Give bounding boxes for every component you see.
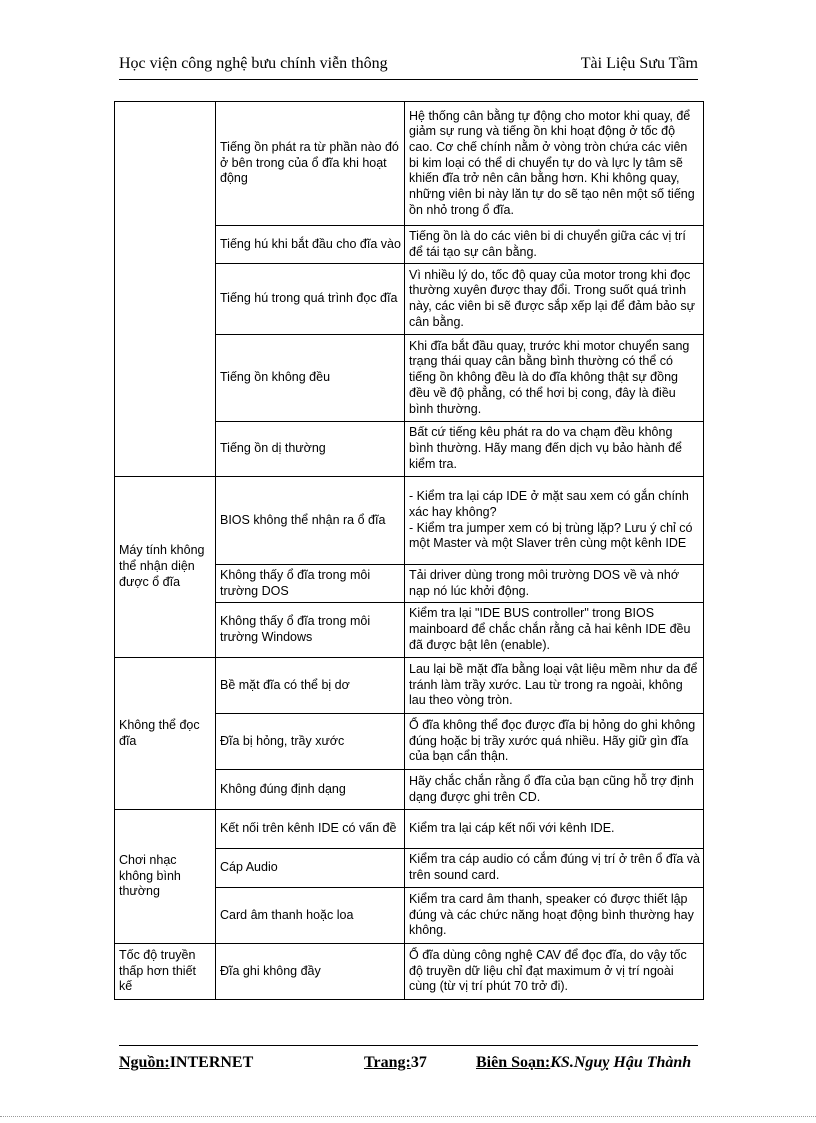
symptom-cell: Tiếng ồn không đều: [216, 335, 405, 422]
solution-cell: Khi đĩa bắt đầu quay, trước khi motor chuyển sang trạng thái quay cân bằng bình thường có thể có tiếng ồn không đều là do đĩa không thật sự đồng đều về độ phẳng, có thể hơi bị cong, đây là điều bình thường.: [405, 335, 704, 422]
table-row: [115, 477, 704, 565]
solution-cell: Kiểm tra cáp audio có cắm đúng vị trí ở trên ổ đĩa và trên sound card.: [405, 849, 704, 888]
footer-page-label: Trang:: [364, 1054, 411, 1071]
solution-cell: Ổ đĩa không thể đọc được đĩa bị hỏng do ghi không đúng hoặc bị trầy xước quá nhiều. Hãy giữ gìn đĩa của bạn cẩn thận.: [405, 714, 704, 770]
symptom-cell: Kết nối trên kênh IDE có vấn đề: [216, 810, 405, 849]
solution-cell: - Kiểm tra lại cáp IDE ở mặt sau xem có gắn chính xác hay không? - Kiểm tra jumper xem có bị trùng lặp? Lưu ý chỉ có một Master và một Slaver trên cùng một kênh IDE: [405, 477, 704, 565]
symptom-cell: Đĩa bị hỏng, trầy xước: [216, 714, 405, 770]
symptom-cell: Không thấy ổ đĩa trong môi trường Windows: [216, 603, 405, 658]
category-cell: Chơi nhạc không bình thường: [115, 810, 216, 944]
symptom-cell: Tiếng hú khi bắt đầu cho đĩa vào: [216, 226, 405, 264]
category-cell: Tốc độ truyền thấp hơn thiết kế: [115, 944, 216, 1000]
symptom-cell: Tiếng ồn phát ra từ phần nào đó ở bên trong của ổ đĩa khi hoạt động: [216, 102, 405, 226]
symptom-cell: Không đúng định dạng: [216, 770, 405, 810]
solution-cell: Ổ đĩa dùng công nghệ CAV để đọc đĩa, do vậy tốc độ truyền dữ liệu chỉ đạt maximum ở vị trí ngoài cùng (từ vị trí phút 70 trở đi).: [405, 944, 704, 1000]
footer-author: [476, 1054, 691, 1072]
category-cell: Máy tính không thể nhận diện được ổ đĩa: [115, 477, 216, 658]
table-row: [115, 810, 704, 849]
footer-source-label: Nguồn:: [119, 1054, 170, 1071]
footer-source: [119, 1054, 253, 1072]
footer-divider: [119, 1045, 698, 1046]
symptom-cell: Card âm thanh hoặc loa: [216, 888, 405, 944]
page-bottom-border: [0, 1116, 816, 1117]
symptom-cell: Bề mặt đĩa có thể bị dơ: [216, 658, 405, 714]
symptom-cell: Tiếng ồn dị thường: [216, 422, 405, 477]
category-cell: Không thể đọc đĩa: [115, 658, 216, 810]
symptom-cell: BIOS không thể nhận ra ổ đĩa: [216, 477, 405, 565]
table-row: [115, 944, 704, 1000]
table-row: [115, 102, 704, 226]
solution-cell: Bất cứ tiếng kêu phát ra do va chạm đều không bình thường. Hãy mang đến dịch vụ bảo hành để kiểm tra.: [405, 422, 704, 477]
table-row: [115, 658, 704, 714]
solution-cell: Kiểm tra lại "IDE BUS controller" trong BIOS mainboard để chắc chắn rằng cả hai kênh IDE đều đã được bật lên (enable).: [405, 603, 704, 658]
symptom-cell: Tiếng hú trong quá trình đọc đĩa: [216, 264, 405, 335]
footer-page-number: 37: [410, 1054, 427, 1071]
solution-cell: Hệ thống cân bằng tự động cho motor khi quay, để giảm sự rung và tiếng ồn khi hoạt động ở tốc độ cao. Cơ chế chính nằm ở vòng tròn chứa các viên bi kim loại có thể di chuyển tự do và lực ly tâm sẽ khiến đĩa trở nên cân bằng hơn. Khi không quay, những viên bi này lăn tự do sẽ tạo nên một số tiếng ồn nhỏ trong ổ đĩa.: [405, 102, 704, 226]
header-doc-type: Tài Liệu Sưu Tầm: [580, 55, 698, 72]
solution-cell: Hãy chắc chắn rằng ổ đĩa của bạn cũng hỗ trợ định dạng được ghi trên CD.: [405, 770, 704, 810]
footer-page: [364, 1054, 427, 1072]
category-cell: [115, 102, 216, 477]
symptom-cell: Đĩa ghi không đầy: [216, 944, 405, 1000]
solution-cell: Vì nhiều lý do, tốc độ quay của motor trong khi đọc thường xuyên được thay đổi. Trong suốt quá trình này, các viên bi sẽ được sắp xếp lại để đảm bảo sự cân bằng.: [405, 264, 704, 335]
solution-cell: Lau lại bề mặt đĩa bằng loại vật liệu mềm như da để tránh làm trầy xước. Lau từ trong ra ngoài, không lau theo vòng tròn.: [405, 658, 704, 714]
solution-cell: Kiểm tra card âm thanh, speaker có được thiết lập đúng và các chức năng hoạt động bình thường hay không.: [405, 888, 704, 944]
solution-cell: Tải driver dùng trong môi trường DOS về và nhớ nạp nó lúc khởi động.: [405, 565, 704, 603]
symptom-cell: Không thấy ổ đĩa trong môi trường DOS: [216, 565, 405, 603]
page-header: [119, 55, 698, 80]
header-institution: Học viện công nghệ bưu chính viễn thông: [119, 55, 388, 72]
footer-source-value: INTERNET: [169, 1054, 254, 1071]
solution-cell: Tiếng ồn là do các viên bi di chuyển giữa các vị trí để tái tạo sự cân bằng.: [405, 226, 704, 264]
solution-cell: Kiểm tra lại cáp kết nối với kênh IDE.: [405, 810, 704, 849]
symptom-cell: Cáp Audio: [216, 849, 405, 888]
footer-author-label: Biên Soạn:: [476, 1054, 551, 1071]
troubleshooting-table: [114, 101, 704, 1000]
footer-author-name: KS.Nguỵ Hậu Thành: [550, 1054, 692, 1071]
